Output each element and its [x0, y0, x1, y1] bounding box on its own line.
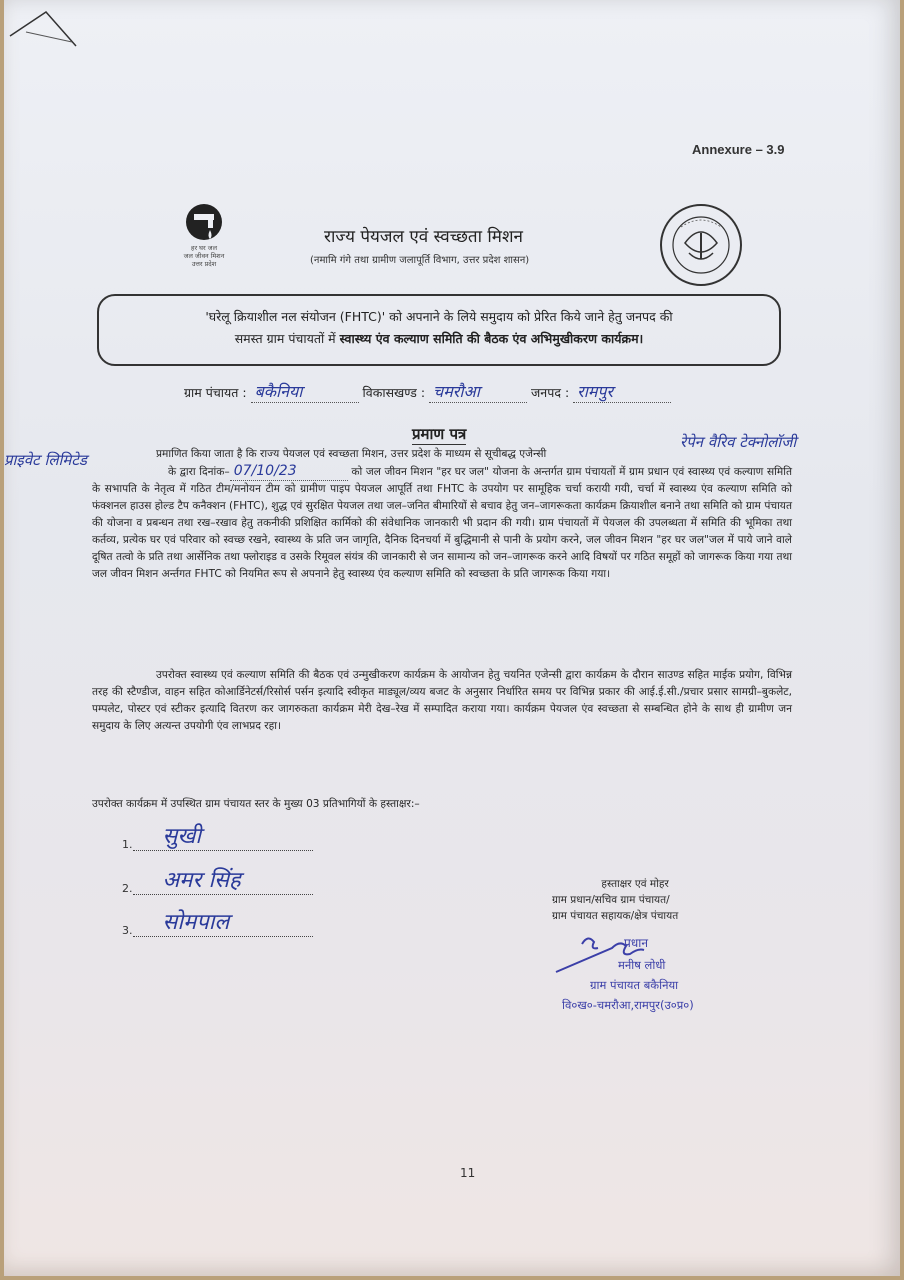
district-value: रामपुर [573, 380, 671, 403]
page-number: 11 [460, 1166, 476, 1180]
banner-line-1: 'घरेलू क्रियाशील नल संयोजन (FHTC)' को अपनाने के लिये समुदाय को प्रेरित किये जाने हेतु जनपद की [205, 309, 673, 324]
block-label: विकासखण्ड : [362, 385, 426, 400]
participant-signature-2: 2. अमर सिंह [122, 880, 313, 895]
gp-label: ग्राम पंचायत : [184, 385, 247, 400]
agency-name-handwritten: रेपेन वैरिव टेक्नोलॉजी [680, 433, 797, 451]
authority-signature-block [552, 876, 678, 924]
har-ghar-jal-logo [164, 200, 244, 268]
up-govt-seal [659, 203, 743, 287]
block-value: चमरौआ [429, 380, 527, 403]
certificate-title: प्रमाण पत्र [412, 425, 467, 443]
program-banner [97, 294, 781, 366]
logo-caption-3: उत्तर प्रदेश [191, 260, 217, 268]
location-fields [184, 380, 671, 403]
stamp-block: वि०ख०-चमरौआ,रामपुर(उ०प्र०) [562, 998, 694, 1012]
participant-signature-3: 3. सोमपाल [122, 922, 313, 937]
certificate-paragraph-2: उपरोक्त स्वास्थ्य एवं कल्याण समिति की बैठक एवं उन्मुखीकरण कार्यक्रम के आयोजन हेतु चयनित एजेन्सी द्वारा कार्यक्रम के दौरान साउण्ड सहित माईक प्रयोग, विभिन्न तरह की स्टैण्डीज, वाहन सहित कोआर्डिनेटर्स/रिसोर्स पर्सन इत्यादि स्वीकृत माड्यूल/व्यय बजट के अनुसार निर्धारित समय पर विभिन्न प्रकार की आई.ई.सी./प्रचार प्रसार सामग्री–बुकलेट, पम्पलेट, पोस्टर एवं स्टीकर इत्यादि वितरण कर जागरुकता कार्यक्रम मेरी देख–रेख में सम्पादित कराया गया। कार्यक्रम पेयजल एंव स्वच्छता से सम्बन्धित होने के साथ ही ग्रामीण जन समुदाय के लिए अत्यन्त उपयोगी एंव लाभप्रद रहा। [92, 669, 792, 732]
stamp-gp: ग्राम पंचायत बकैनिया [590, 978, 679, 992]
participants-intro: उपरोक्त कार्यक्रम में उपस्थित ग्राम पंचायत स्तर के मुख्य 03 प्रतिभागियों के हस्ताक्षर:– [92, 798, 420, 810]
logo-caption-2: जल जीवन मिशन [183, 252, 225, 260]
gp-value: बकैनिया [251, 380, 359, 403]
stamp-line-3: ग्राम पंचायत सहायक/क्षेत्र पंचायत [552, 910, 679, 922]
certificate-paragraph-1: प्रमाणित किया जाता है कि राज्य पेयजल एवं स्वच्छता मिशन, उत्तर प्रदेश के माध्यम से सूचीबद्ध एजेन्सी के द्वारा दिनांक– 07/10/23 को जल जीवन मिशन "हर घर जल" योजना के अन्तर्गत ग्राम पंचायतों में ग्राम प्रधान एवं स्वास्थ्य एवं कल्याण समिति के सभापति के नेतृत्व में गठित टीम/मनोयन टीम को ग्रामीण पाइप पेयजल आपूर्ति तथा FHTC के उपयोग पर सामूहिक चर्चा करायी गयी, चर्चा में स्वास्थ्य एंव कल्याण समिति को फंक्शनल हाउस होल्ड टैप कनैक्शन (FHTC), शुद्ध एवं सुरक्षित पेयजल तथा जल–जनित बीमारियों से बचाव हेतु जन–जागरूकता कार्यक्रम क्रियाशील बनाने तथा समिति को ग्राम पंचायत की योजना व प्रबन्धन तथा रख–रखाव हेतु तकनीकी प्रशिक्षित कार्मिको की संवेधानिक जानकारी भी प्रदान की गयी। ग्राम पंचायतों में पेयजल की उपलब्धता में समिति की भूमिका तथा कर्तव्य, प्रत्येक घर एवं परिवार को स्वच्छ रखने, स्वास्थ्य के प्रति जन जागृति, दैनिक दिनचर्या में बुद्धिमानी से पानी के प्रयोग करने, जल जीवन मिशन "हर घर जल"जल में पाये जाने वाले दूषित तत्वो के प्रति तथा आर्सेनिक तथा फ्लोराइड व उसके रिमूवल संयंत्र की जानकारी से जन सामान्य को जन–जागरूक करने आदि विषयों पर गठित समूहों को जागरूक किया गया तथा जल जीवन मिशन अर्न्तगत FHTC को नियमित रूप से अपनाने हेतु स्वास्थ्य एंव कल्याण समिति को स्वच्छता के प्रति जागरूक किया गया। [92, 448, 792, 580]
annexure-label: Annexure – 3.9 [692, 142, 785, 157]
pen-mark-graphic [6, 6, 86, 50]
stamp-line-1: हस्ताक्षर एवं मोहर [601, 878, 669, 890]
stamp-name: मनीष लोधी [618, 958, 666, 972]
district-label: जनपद : [531, 385, 570, 400]
program-date: 07/10/23 [230, 463, 348, 481]
document-page [4, 0, 900, 1276]
logo-caption-1: हर घर जल [191, 244, 217, 252]
pvt-ltd-handwritten: प्राइवेट लिमिटेड [4, 451, 87, 469]
stamp-pradhan: प्रधान [624, 936, 648, 950]
mission-title: राज्य पेयजल एवं स्वच्छता मिशन [324, 227, 523, 247]
stamp-line-2: ग्राम प्रधान/सचिव ग्राम पंचायत/ [552, 894, 670, 906]
mission-subtitle: (नमामि गंगे तथा ग्रामीण जलापूर्ति विभाग, उत्तर प्रदेश शासन) [310, 255, 530, 266]
participant-signature-1: 1. सुखी [122, 836, 313, 851]
banner-line-2: समस्त ग्राम पंचायतों में स्वास्थ्य एंव कल्याण समिति की बैठक एंव अभिमुखीकरण कार्यक्रम। [234, 331, 644, 346]
water-tap-icon [184, 200, 224, 244]
